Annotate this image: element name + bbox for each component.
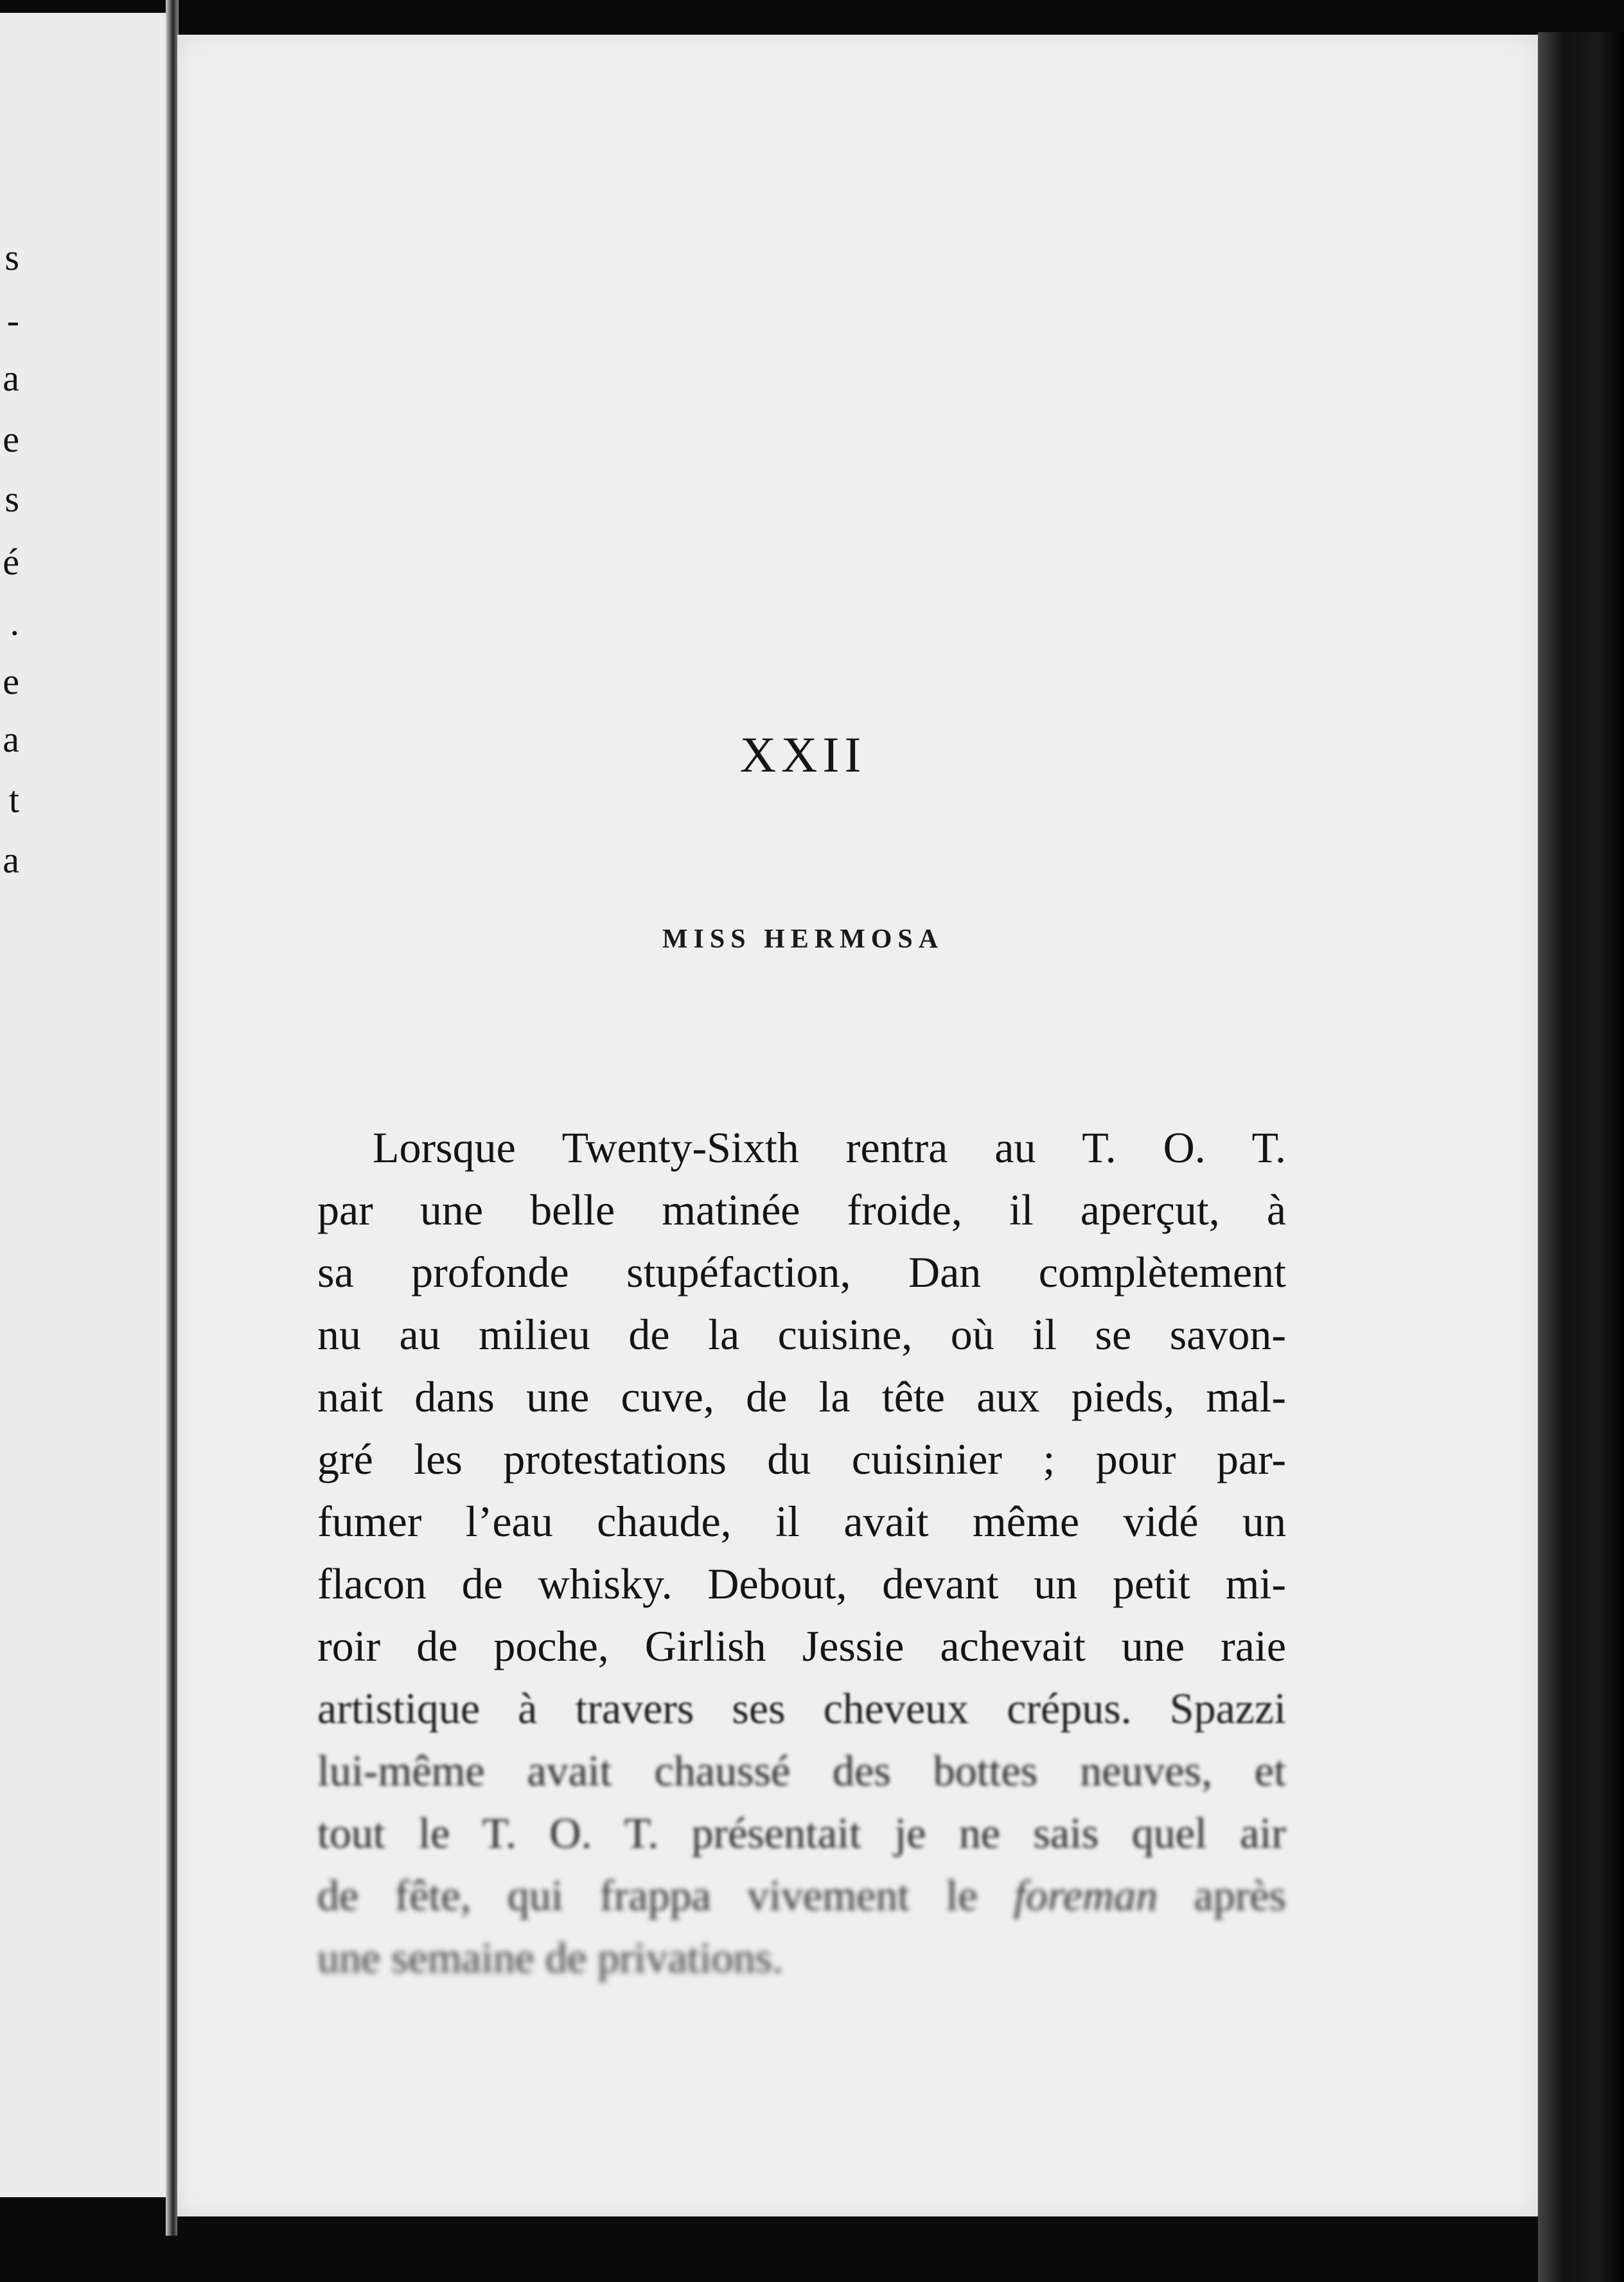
- text-line: nait dans une cuve, de la tête aux pieds, mal-: [317, 1372, 1286, 1421]
- left-page-letter: e: [3, 660, 19, 702]
- scan-bottom-border: [177, 2216, 1538, 2282]
- chapter-title: MISS HERMOSA: [662, 924, 944, 954]
- text-line: flacon de whisky. Debout, devant un petit mi-: [317, 1559, 1286, 1608]
- left-page-letter: e: [3, 418, 19, 460]
- left-page-letter: a: [3, 357, 19, 399]
- text-line: fumer l’eau chaude, il avait même vidé un: [317, 1497, 1286, 1546]
- text-line: [317, 1864, 1286, 1927]
- left-page-letter: é: [3, 541, 19, 583]
- italic-word: foreman: [1014, 1871, 1158, 1920]
- left-page-letter: s: [4, 236, 19, 278]
- chapter-body-text: [317, 1117, 1286, 1989]
- text-line: tout le T. O. T. présentait je ne sais quel air: [317, 1809, 1286, 1857]
- page-edge-shadow: [1538, 32, 1624, 2282]
- text-line: lui-même avait chaussé des bottes neuves, et: [317, 1746, 1286, 1795]
- left-page-letter: a: [3, 839, 19, 881]
- text-line: sa profonde stupéfaction, Dan complètement: [317, 1248, 1286, 1296]
- left-page-letter: t: [8, 779, 19, 820]
- text-line: roir de poche, Girlish Jessie achevait une raie: [317, 1622, 1286, 1670]
- left-page-letter: -: [6, 299, 19, 341]
- left-page-letter: .: [10, 601, 19, 643]
- text-segment: après: [1194, 1871, 1287, 1920]
- left-page-letter: a: [3, 718, 19, 760]
- text-line: artistique à travers ses cheveux crépus. Spazzi: [317, 1684, 1286, 1733]
- text-segment: de fête, qui frappa vivement le: [317, 1871, 978, 1920]
- chapter-number: XXII: [739, 727, 867, 783]
- text-line: Lorsque Twenty-Sixth rentra au T. O. T.: [373, 1123, 1286, 1172]
- text-line: une semaine de privations.: [317, 1933, 784, 1982]
- left-page-letter: s: [4, 478, 19, 520]
- text-line: nu au milieu de la cuisine, où il se savon-: [317, 1310, 1286, 1359]
- left-page-fragment: [0, 13, 168, 2197]
- text-line: gré les protestations du cuisinier ; pour par-: [317, 1435, 1286, 1483]
- book-gutter: [166, 0, 179, 2236]
- text-line: par une belle matinée froide, il aperçut, à: [317, 1185, 1286, 1234]
